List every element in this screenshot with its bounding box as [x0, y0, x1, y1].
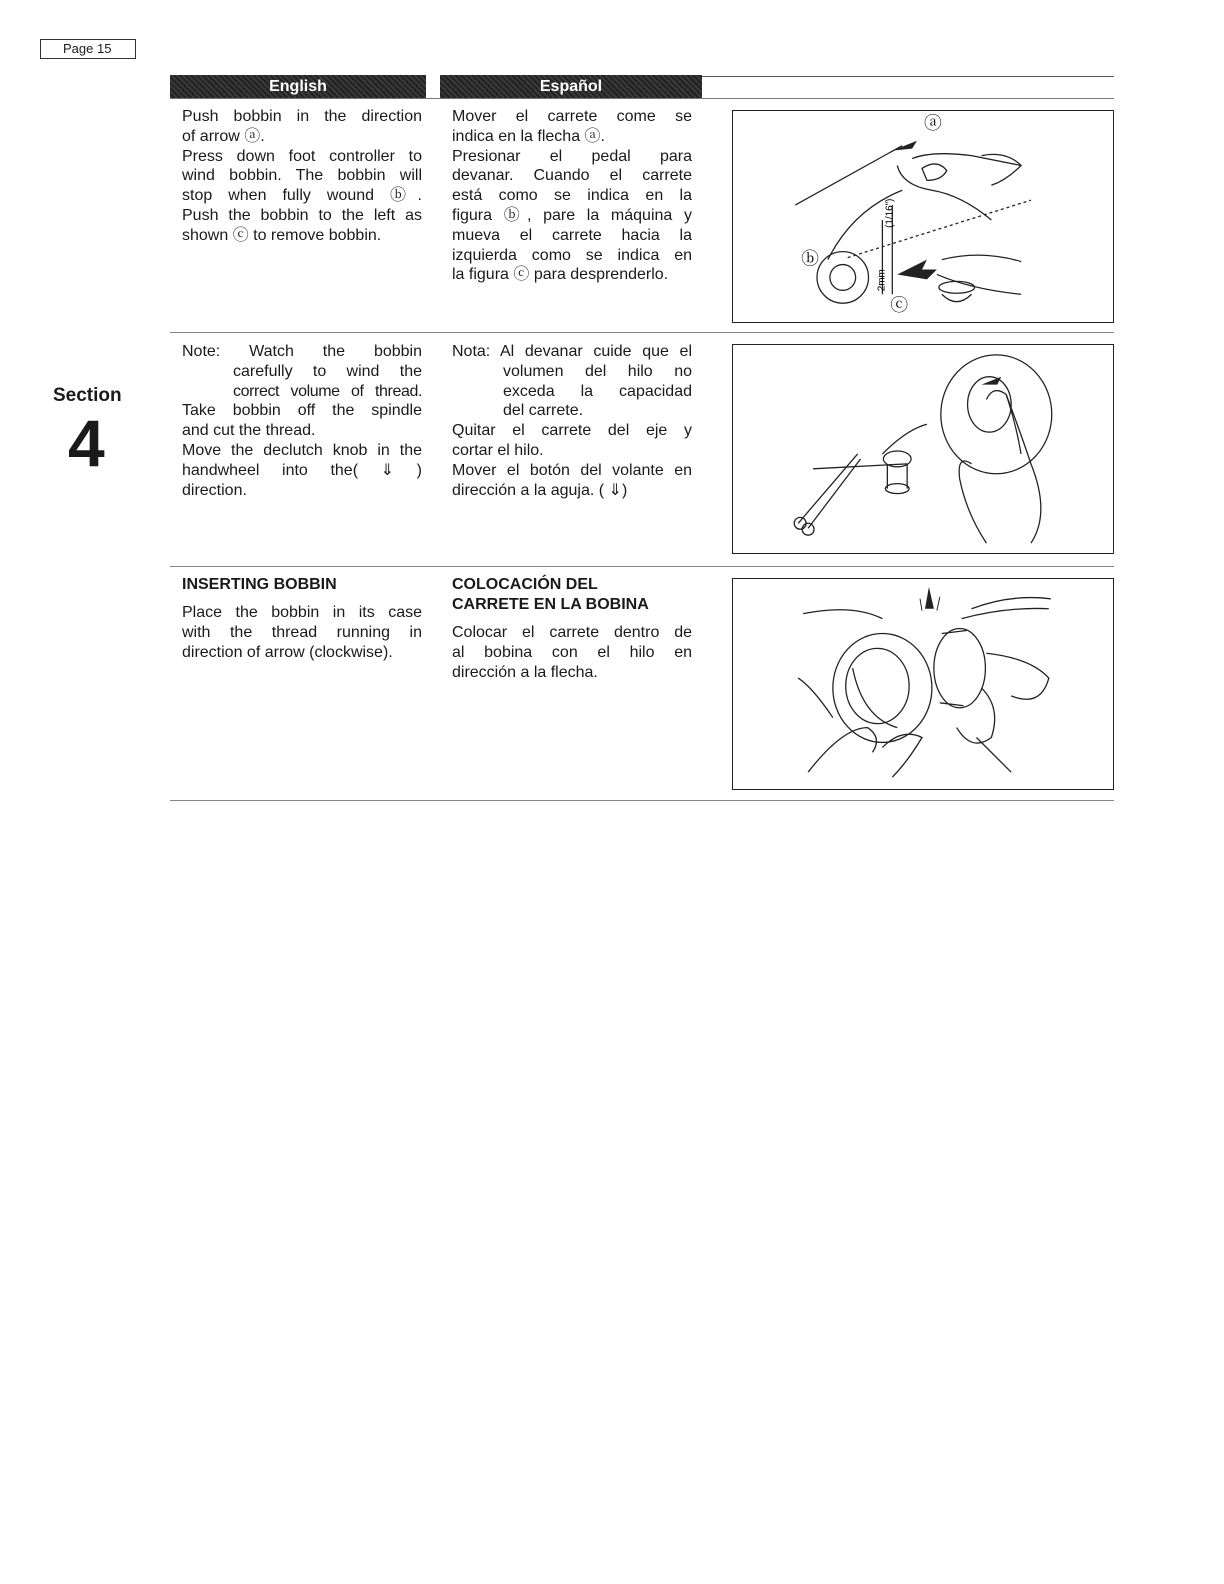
text-line: Quitar el carrete del eje y	[452, 422, 692, 440]
tab-spanish: Español	[440, 75, 702, 98]
text-line: exceda la capacidad	[503, 382, 692, 400]
section-label: Section	[53, 385, 122, 406]
text-line: Presionar el pedal para	[452, 147, 692, 165]
text-line: Mover el botón del volante en	[452, 461, 692, 479]
text-line: devanar. Cuando el carrete	[452, 167, 692, 185]
figure-label-a: ⓐ	[923, 112, 942, 134]
figure-label-c: ⓒ	[890, 295, 909, 317]
block3-english	[182, 575, 422, 662]
text-line: stop when fully wound ⓑ.	[182, 187, 422, 205]
text-line: direction.	[182, 481, 247, 499]
figure-inserting-bobbin	[732, 578, 1114, 790]
block1-english-text	[182, 107, 422, 246]
text-line: Colocar el carrete dentro de	[452, 624, 692, 641]
heading-inserting-bobbin: INSERTING BOBBIN	[182, 576, 337, 593]
text-line: volumen del hilo no	[503, 362, 692, 380]
text-line: al bobina con el hilo en	[452, 643, 692, 661]
block3-spanish-text	[452, 623, 692, 682]
text-line: del carrete.	[503, 402, 584, 420]
block3-english-text	[182, 603, 422, 662]
text-line: izquierda como se indica en	[452, 246, 692, 264]
text-line: correct volume of thread.	[233, 382, 422, 400]
block2-english-text	[182, 342, 422, 500]
tab-english: English	[170, 75, 426, 98]
page-label: Page 15	[40, 39, 136, 59]
text-line: Press down foot controller to	[182, 147, 422, 165]
text-line: Nota: Al devanar cuide que el	[452, 343, 692, 360]
section-separator	[170, 566, 1114, 567]
header-rule	[702, 76, 1114, 77]
text-line: indica en la flecha ⓐ.	[452, 127, 605, 145]
text-line: Mover el carrete come se	[452, 108, 692, 125]
section-separator	[170, 800, 1114, 801]
text-line: and cut the thread.	[182, 422, 316, 440]
section-separator	[170, 332, 1114, 333]
figure-label-b: ⓑ	[801, 248, 819, 270]
heading-colocacion-line2: CARRETE EN LA BOBINA	[452, 596, 649, 613]
text-line: Move the declutch knob in the	[182, 441, 422, 459]
text-line: with the thread running in	[182, 623, 422, 641]
text-line: cortar el hilo.	[452, 441, 544, 459]
dimension-inch: (1/16")	[884, 198, 896, 228]
text-line: dirección a la aguja. ( ⇓)	[452, 481, 628, 499]
tab-divider	[426, 75, 440, 98]
figure-cut-thread	[732, 344, 1114, 554]
text-line: Note: Watch the bobbin	[182, 343, 422, 360]
block3-spanish	[452, 575, 692, 682]
block1-spanish-text	[452, 107, 692, 285]
text-line: Push the bobbin to the left as	[182, 206, 422, 224]
text-line: of arrow ⓐ.	[182, 127, 265, 145]
header-underline	[170, 98, 1114, 99]
cut-thread-illustration	[733, 345, 1113, 553]
text-line: carefully to wind the	[233, 362, 422, 380]
section-number: 4	[68, 406, 105, 480]
figure-bobbin-winding	[732, 110, 1114, 323]
text-line: la figura ⓒ para desprenderlo.	[452, 266, 669, 284]
text-line: direction of arrow (clockwise).	[182, 643, 393, 661]
dimension-mm: 2mm	[876, 269, 888, 292]
text-line: mueva el carrete hacia la	[452, 226, 692, 244]
text-line: dirección a la flecha.	[452, 663, 598, 681]
block2-spanish-text	[452, 342, 692, 500]
inserting-bobbin-illustration	[733, 579, 1113, 789]
text-line: Place the bobbin in its case	[182, 604, 422, 621]
bobbin-winding-illustration	[733, 111, 1113, 322]
text-line: handwheel into the( ⇓ )	[182, 461, 422, 479]
text-line: figura ⓑ, pare la máquina y	[452, 206, 692, 224]
text-line: Take bobbin off the spindle	[182, 402, 422, 420]
text-line: shown ⓒ to remove bobbin.	[182, 226, 382, 244]
text-line: está como se indica en la	[452, 187, 692, 205]
heading-colocacion-line1: COLOCACIÓN DEL	[452, 576, 598, 593]
text-line: wind bobbin. The bobbin will	[182, 167, 422, 185]
text-line: Push bobbin in the direction	[182, 108, 422, 125]
